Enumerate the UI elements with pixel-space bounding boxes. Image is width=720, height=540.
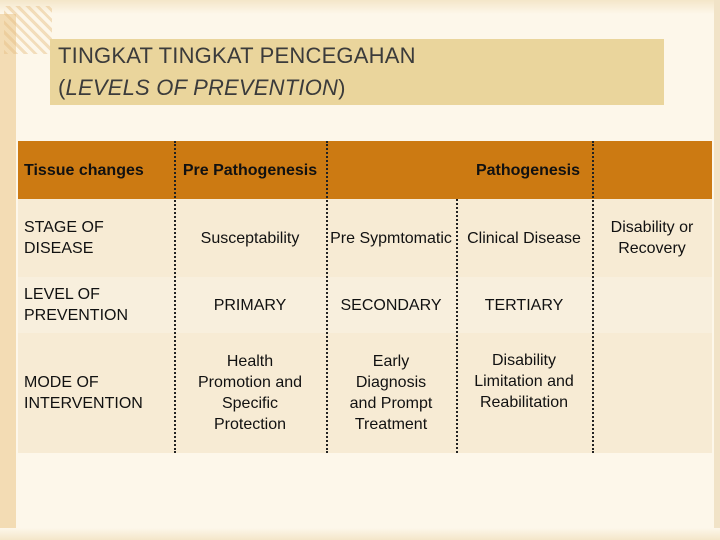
cell-clinical-disease: Clinical Disease xyxy=(467,229,581,247)
title-paren-open: ( xyxy=(58,75,66,100)
row-label-mode: MODE OF INTERVENTION xyxy=(24,374,143,412)
column-divider xyxy=(326,141,328,453)
title-line-2 xyxy=(58,75,346,101)
decorative-corner-pattern xyxy=(4,6,52,54)
cell-disability-limitation: Disability Limitation and Reabilitation xyxy=(474,351,574,411)
cell-health-promotion: Health Promotion and Specific Protection xyxy=(197,353,303,433)
cell-mode-col4 xyxy=(592,333,712,453)
table-row xyxy=(18,277,712,333)
column-divider xyxy=(456,199,458,453)
cell-pre-symptomatic: Pre Sypmtomatic xyxy=(330,229,452,247)
cell-disability-or-recovery: Disability or Recovery xyxy=(610,219,694,257)
title-italic: LEVELS OF PREVENTION xyxy=(65,75,339,100)
row-label-level: LEVEL OF PREVENTION xyxy=(24,286,129,324)
slide-frame-right xyxy=(714,0,720,540)
cell-level-col4 xyxy=(592,277,712,333)
cell-early-diagnosis: Early Diagnosis and Prompt Treatment xyxy=(349,353,433,433)
slide-title xyxy=(50,39,664,105)
cell-primary: PRIMARY xyxy=(213,296,287,314)
header-pre-pathogenesis: Pre Pathogenesis xyxy=(182,161,318,179)
title-paren-close: ) xyxy=(338,75,346,100)
table-header-row xyxy=(18,141,712,199)
slide-frame-left xyxy=(0,0,16,540)
cell-tertiary: TERTIARY xyxy=(484,296,564,314)
column-divider xyxy=(592,141,594,453)
slide-frame-top xyxy=(0,0,720,14)
title-line-1: TINGKAT TINGKAT PENCEGAHAN xyxy=(58,43,416,68)
header-tissue-changes: Tissue changes xyxy=(24,161,144,179)
row-label-stage: STAGE OF DISEASE xyxy=(24,219,104,257)
slide-frame-bottom xyxy=(0,528,720,540)
table-row xyxy=(18,333,712,453)
column-divider xyxy=(174,141,176,453)
header-pathogenesis-label: Pathogenesis xyxy=(475,161,581,179)
prevention-table xyxy=(18,141,712,453)
cell-secondary: SECONDARY xyxy=(340,296,442,314)
table-row xyxy=(18,199,712,277)
header-pathogenesis xyxy=(326,141,592,199)
cell-susceptability: Susceptability xyxy=(200,229,300,247)
header-col4 xyxy=(592,141,712,199)
